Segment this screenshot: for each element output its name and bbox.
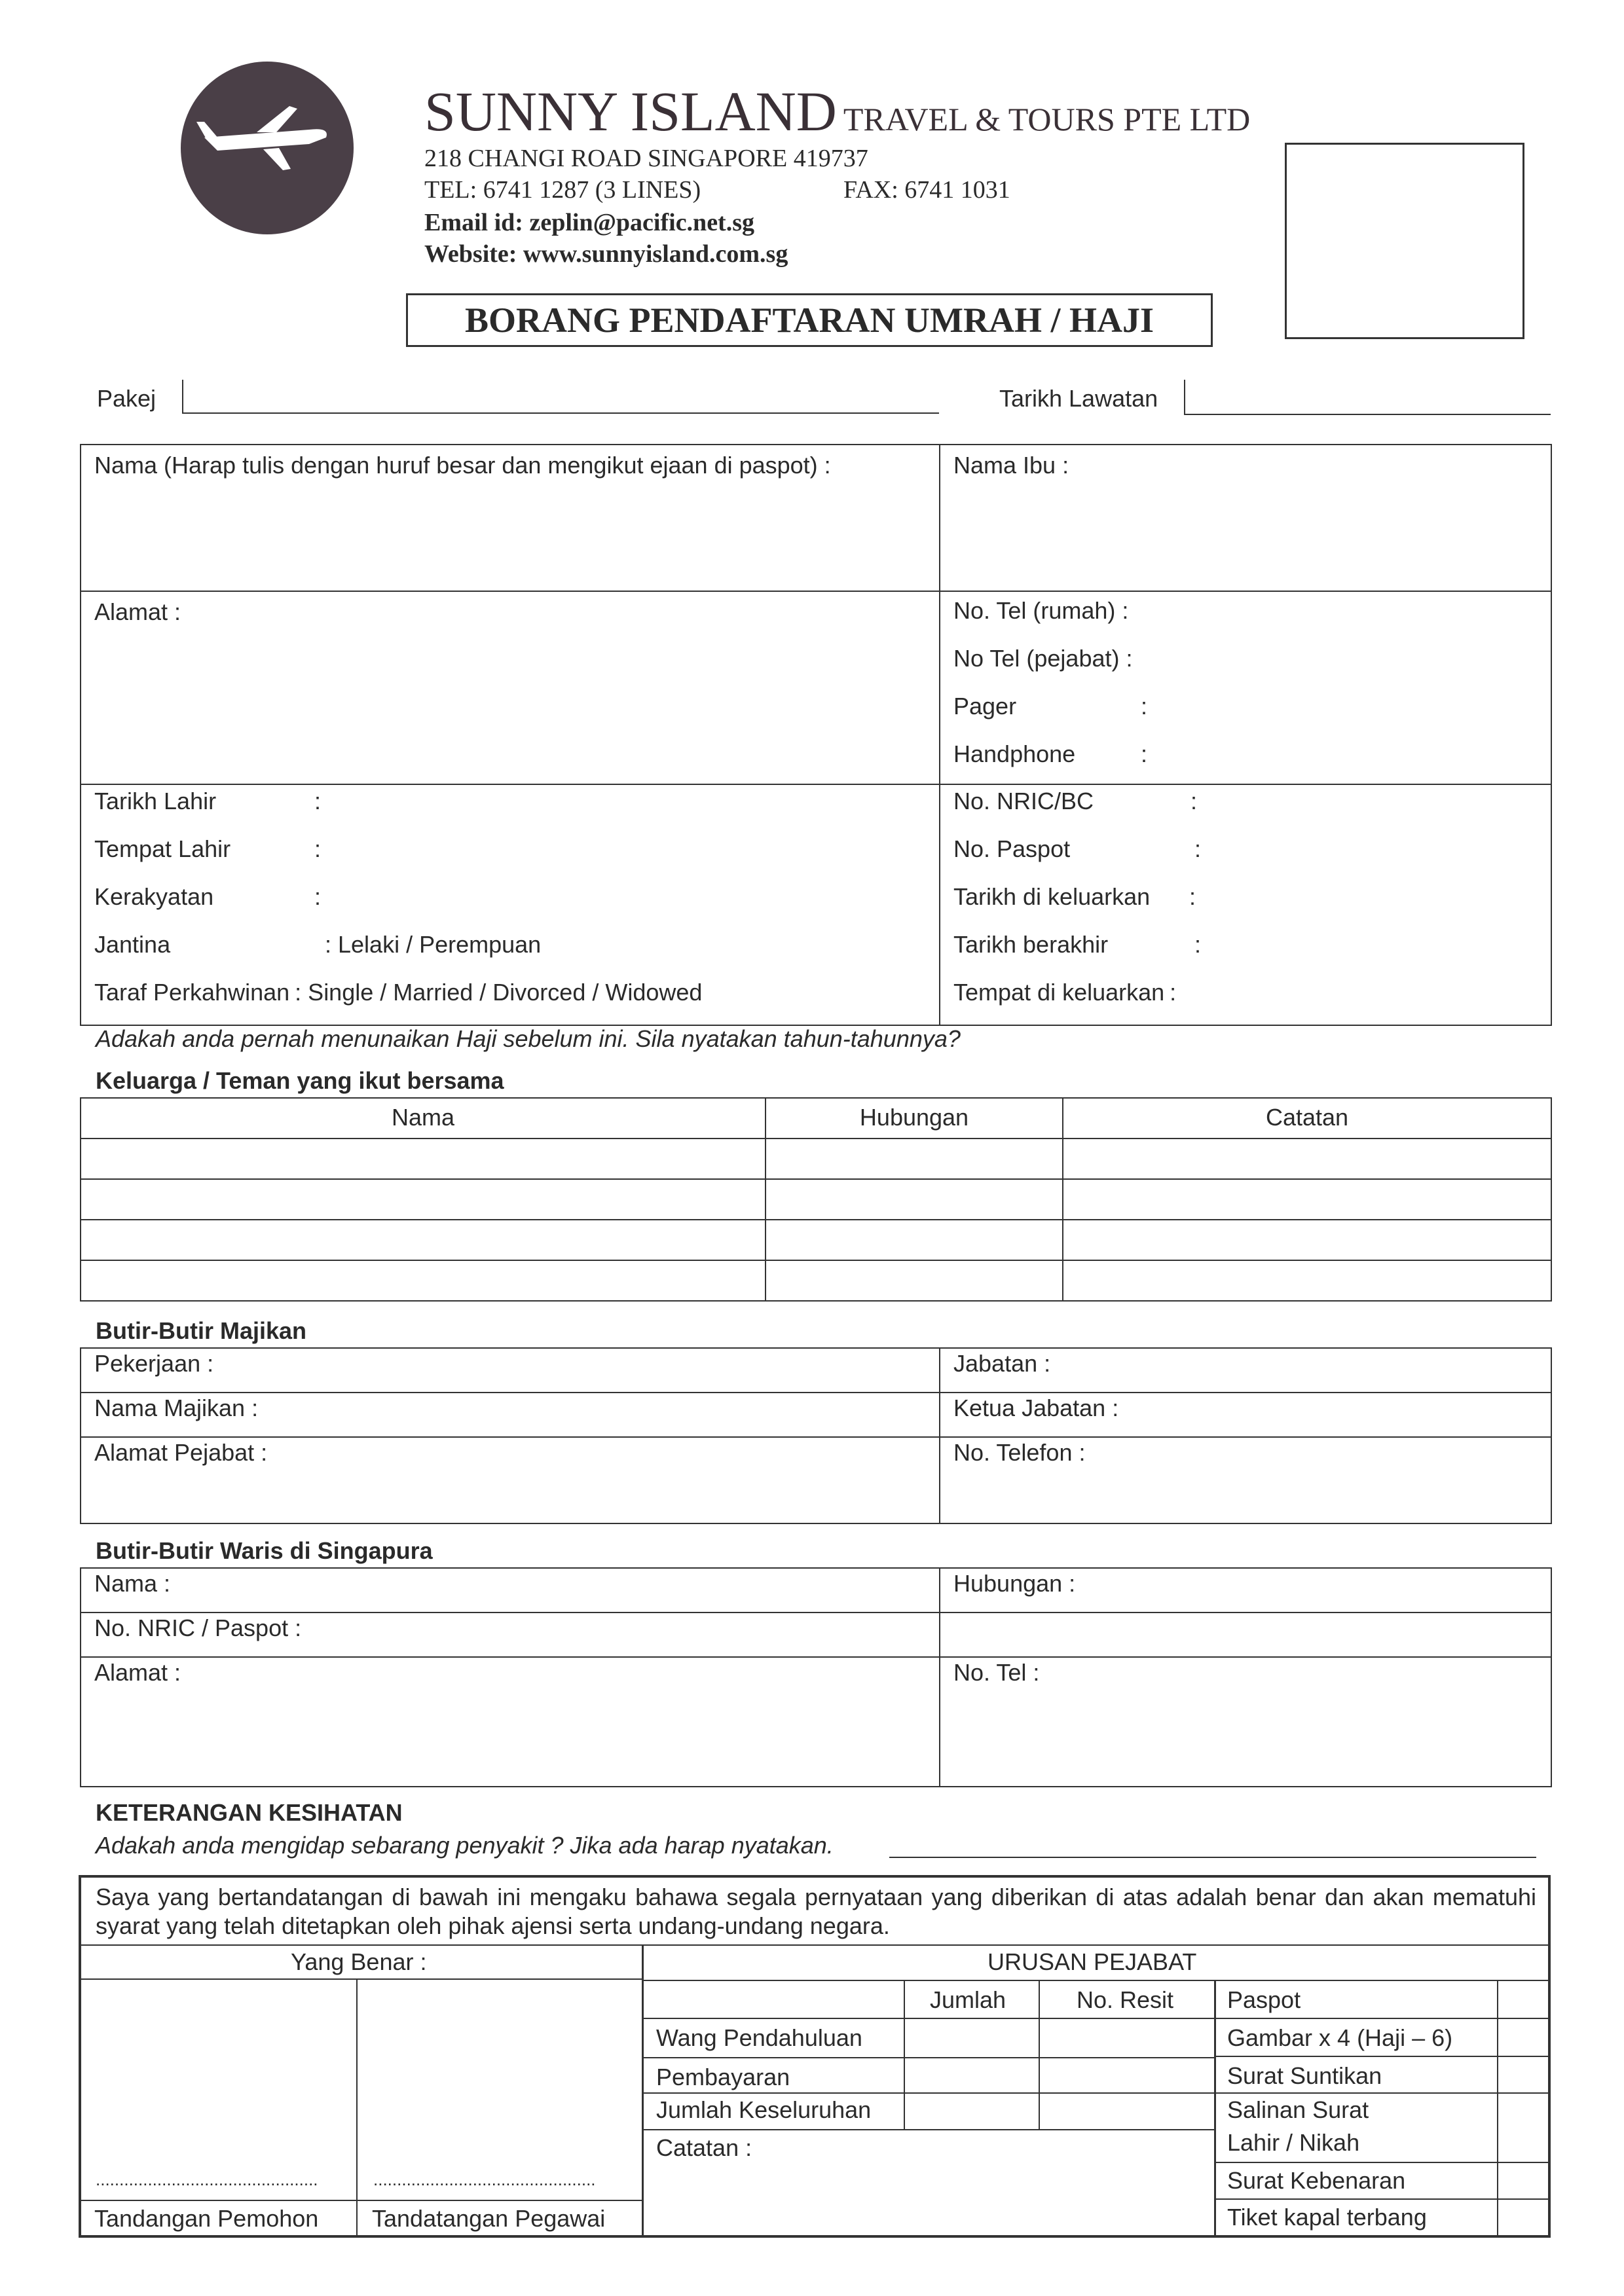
checklist-tiket: Tiket kapal terbang [1227,2204,1427,2231]
tarikh-lahir-value[interactable]: : [314,788,322,814]
sign-pegawai-label: Tandatangan Pegawai [372,2205,606,2232]
waris-alamat-cell[interactable] [81,1657,940,1787]
contact-cell [940,591,1551,784]
keluarga-table [80,1097,1552,1302]
wang-pendahuluan-resit[interactable] [1040,2019,1213,2056]
tel-pejabat-label: No Tel (pejabat) : [953,645,1133,672]
logo-seal-icon [178,59,356,237]
waris-hubungan-label: Hubungan : [953,1570,1076,1597]
pekerjaan-label: Pekerjaan : [94,1350,214,1377]
dots-pegawai: ............................................... [373,2170,596,2189]
table-cell[interactable] [81,1139,766,1179]
form-title-text: BORANG PENDAFTARAN UMRAH / HAJI [465,301,1154,340]
dots-pemohon: ............................................... [96,2170,318,2189]
ketua-jabatan-label: Ketua Jabatan : [953,1394,1119,1421]
table-cell[interactable] [1063,1139,1551,1179]
yang-benar-label: Yang Benar : [291,1948,427,1975]
pakej-field[interactable] [182,380,939,414]
pakej-label: Pakej [97,385,157,412]
col-resit-label: No. Resit [1077,1986,1174,2013]
alamat-cell[interactable] [81,591,940,784]
signature-pegawai-area[interactable] [358,1980,640,2196]
wang-pendahuluan-jumlah[interactable] [905,2019,1037,2056]
checklist-surat-kebenaran: Surat Kebenaran [1227,2167,1406,2194]
table-cell[interactable] [81,1220,766,1260]
col-hubungan-label: Hubungan [859,1104,969,1131]
taraf-options[interactable]: : Single / Married / Divorced / Widowed [295,979,703,1006]
handphone-colon: : [1141,740,1148,767]
sign-pemohon-label: Tandangan Pemohon [94,2205,319,2232]
handphone-label: Handphone [953,740,1076,767]
checklist-lahir-nikah: Lahir / Nikah [1227,2129,1360,2156]
taraf-label: Taraf Perkahwinan [94,979,290,1006]
kerakyatan-label: Kerakyatan [94,883,214,910]
paspot-value[interactable]: : [1194,835,1202,862]
checklist-salinan-surat: Salinan Surat [1227,2096,1369,2123]
haji-question: Adakah anda pernah menunaikan Haji sebelum ini. Sila nyatakan tahun-tahunnya? [96,1025,961,1052]
alamat-pejabat-cell[interactable] [81,1437,940,1523]
table-row [81,1260,1551,1301]
tarikh-lahir-label: Tarikh Lahir [94,788,217,814]
company-name: SUNNY ISLAND [424,80,837,143]
col-nama-label: Nama [391,1104,455,1131]
checkbox-gambar[interactable] [1500,2019,1545,2054]
form-title [406,293,1213,347]
waris-tel-label: No. Tel : [953,1659,1040,1686]
no-telefon-label: No. Telefon : [953,1439,1086,1466]
jantina-label: Jantina [94,931,171,958]
pekerjaan-cell[interactable] [81,1348,940,1393]
tempat-lahir-label: Tempat Lahir [94,835,231,862]
urusan-pejabat-heading: URUSAN PEJABAT [987,1948,1197,1975]
tarikh-berakhir-value[interactable]: : [1194,931,1202,958]
table-row [81,1179,1551,1220]
table-cell[interactable] [1063,1220,1551,1260]
company-logo [178,59,356,237]
table-row [81,1139,1551,1179]
jabatan-cell[interactable] [940,1348,1551,1393]
col-jumlah-label: Jumlah [930,1986,1006,2013]
table-cell[interactable] [81,1179,766,1220]
majikan-table [80,1347,1552,1524]
declaration-box [79,1875,1551,2238]
table-row [81,1220,1551,1260]
checkbox-paspot[interactable] [1500,1981,1545,2016]
pager-colon: : [1141,693,1148,720]
table-cell[interactable] [1063,1260,1551,1301]
majikan-heading: Butir-Butir Majikan [96,1317,307,1344]
tarikh-dikeluarkan-label: Tarikh di keluarkan [953,883,1151,910]
waris-nric-label: No. NRIC / Paspot : [94,1614,302,1641]
keluarga-heading: Keluarga / Teman yang ikut bersama [96,1067,504,1094]
col-catatan-header [1063,1098,1551,1139]
tempat-dikeluarkan-label: Tempat di keluarkan [953,979,1165,1006]
company-address: 218 CHANGI ROAD SINGAPORE 419737 [424,145,868,172]
nama-label: Nama (Harap tulis dengan huruf besar dan mengikut ejaan di paspot) : [94,452,831,479]
tarikh-lawatan-label: Tarikh Lawatan [999,385,1158,412]
jantina-options[interactable]: : Lelaki / Perempuan [325,931,542,958]
declaration-text: Saya yang bertandatangan di bawah ini mengaku bahawa segala pernyataan yang diberikan di atas adalah benar dan akan mematuhi syarat yang telah ditetapkan oleh pihak ajensi serta undang-undang negara. [96,1884,1536,1939]
paspot-label: No. Paspot [953,835,1071,862]
alamat-label: Alamat : [94,598,181,625]
wang-pendahuluan-label: Wang Pendahuluan [656,2024,862,2051]
company-email[interactable]: Email id: zeplin@pacific.net.sg [424,209,755,236]
col-nama-header [81,1098,766,1139]
waris-nric-cell[interactable] [81,1613,940,1657]
nama-majikan-label: Nama Majikan : [94,1394,259,1421]
nric-label: No. NRIC/BC [953,788,1094,814]
nama-cell[interactable] [81,445,940,591]
tarikh-dikeluarkan-value[interactable]: : [1189,883,1196,910]
nama-majikan-cell[interactable] [81,1393,940,1437]
kesihatan-heading: KETERANGAN KESIHATAN [96,1799,403,1826]
table-cell[interactable] [766,1179,1063,1220]
tempat-dikeluarkan-value[interactable]: : [1170,979,1177,1006]
alamat-pejabat-label: Alamat Pejabat : [94,1439,268,1466]
pager-label: Pager [953,693,1017,720]
nama-ibu-cell[interactable] [940,445,1551,591]
waris-nama-cell[interactable] [81,1568,940,1613]
company-tel: TEL: 6741 1287 (3 LINES) [424,176,701,204]
checklist-gambar: Gambar x 4 (Haji – 6) [1227,2024,1453,2051]
nric-value[interactable]: : [1190,788,1198,814]
col-catatan-label: Catatan [1265,1104,1349,1131]
waris-hubungan-cell[interactable] [940,1568,1551,1613]
table-cell[interactable] [81,1260,766,1301]
table-cell[interactable] [1063,1179,1551,1220]
catatan-label: Catatan : [656,2134,752,2161]
company-suffix: TRAVEL & TOURS PTE LTD [843,101,1251,137]
tarikh-lawatan-field[interactable] [1184,380,1551,415]
checkbox-surat-kebenaran[interactable] [1500,2163,1545,2197]
tel-rumah-label: No. Tel (rumah) : [953,597,1129,624]
pembayaran-label: Pembayaran [656,2064,790,2090]
checkbox-suntikan[interactable] [1500,2057,1545,2091]
passport-details-cell [940,784,1551,1025]
checkbox-salinan-surat[interactable] [1500,2094,1545,2160]
ketua-jabatan-cell[interactable] [940,1393,1551,1437]
company-fax: FAX: 6741 1031 [843,176,1010,204]
checkbox-tiket[interactable] [1500,2200,1545,2234]
photo-box[interactable] [1285,143,1524,339]
tarikh-berakhir-label: Tarikh berakhir [953,931,1109,958]
company-website[interactable]: Website: www.sunnyisland.com.sg [424,240,788,268]
table-cell[interactable] [766,1260,1063,1301]
checklist-paspot: Paspot [1227,1986,1301,2013]
waris-alamat-label: Alamat : [94,1659,181,1686]
waris-nama-label: Nama : [94,1570,171,1597]
kesihatan-answer-line[interactable] [889,1857,1536,1858]
table-cell[interactable] [766,1139,1063,1179]
checklist-suntikan: Surat Suntikan [1227,2062,1382,2089]
jabatan-label: Jabatan : [953,1350,1051,1377]
jumlah-keseluruhan-label: Jumlah Keseluruhan [656,2096,872,2123]
table-cell[interactable] [766,1220,1063,1260]
tempat-lahir-value[interactable]: : [314,835,322,862]
waris-tel-cell[interactable] [940,1657,1551,1787]
waris-blank-cell[interactable] [940,1613,1551,1657]
no-telefon-cell[interactable] [940,1437,1551,1523]
kerakyatan-value[interactable]: : [314,883,322,910]
personal-table [80,444,1552,1026]
waris-table [80,1567,1552,1787]
nama-ibu-label: Nama Ibu : [953,452,1069,479]
signature-pemohon-area[interactable] [81,1980,355,2196]
col-hubungan-header [766,1098,1063,1139]
kesihatan-question: Adakah anda mengidap sebarang penyakit ? Jika ada harap nyatakan. [96,1832,834,1859]
waris-heading: Butir-Butir Waris di Singapura [96,1537,433,1564]
birth-details-cell [81,784,940,1025]
